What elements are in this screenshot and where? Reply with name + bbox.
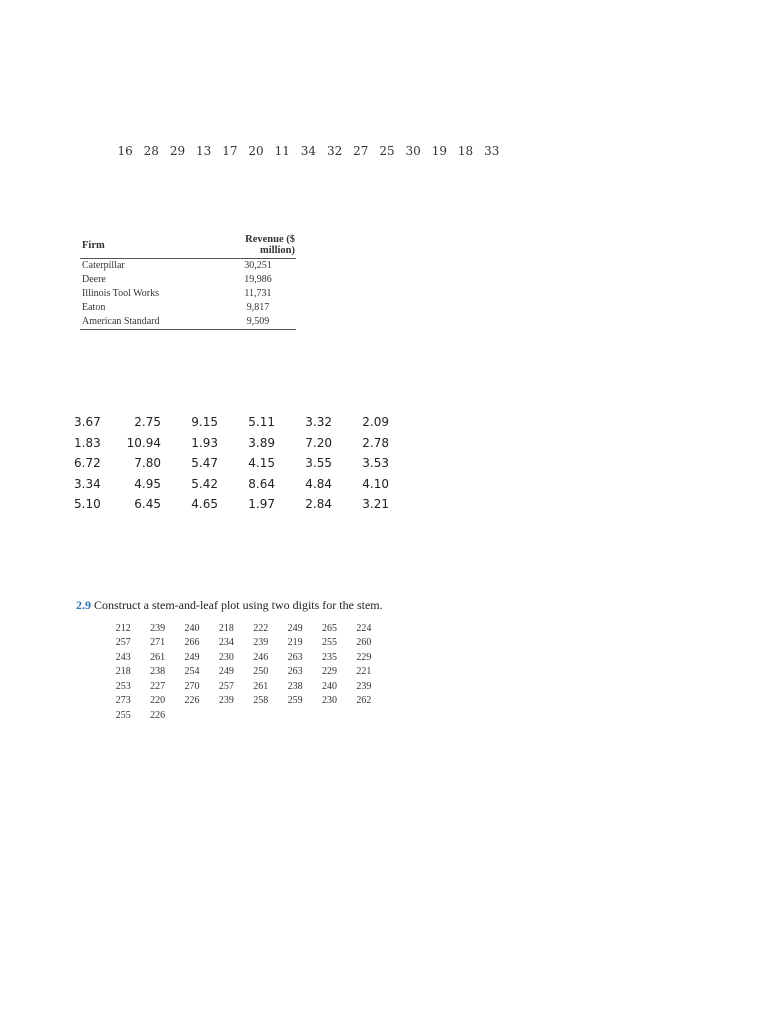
data-row — [72, 474, 389, 495]
data-cell: 255 — [115, 709, 131, 721]
data-row — [72, 433, 389, 454]
data-cell: 259 — [287, 695, 303, 707]
data-cell: 258 — [253, 695, 269, 707]
data-cell: 3.55 — [305, 456, 332, 471]
data-cell: 3.67 — [74, 415, 101, 430]
revenue-value: 9,817 — [246, 302, 270, 313]
data-cell: 261 — [150, 651, 166, 663]
table-row — [80, 259, 296, 274]
data-cell: 263 — [287, 651, 303, 663]
firm-name: Eaton — [82, 302, 106, 313]
number-value: 33 — [484, 144, 500, 158]
column-header-firm: Firm — [80, 232, 220, 259]
data-cell: 1.83 — [74, 435, 101, 450]
data-cell: 238 — [150, 666, 166, 678]
table-row — [80, 287, 296, 301]
data-cell: 240 — [184, 622, 200, 634]
data-cell: 3.21 — [362, 497, 389, 512]
revenue-value: 19,986 — [244, 274, 272, 285]
data-cell: 4.95 — [134, 476, 161, 491]
decimal-data-grid — [72, 412, 389, 515]
number-value: 32 — [326, 144, 343, 158]
data-cell: 240 — [322, 680, 338, 692]
data-row — [106, 694, 381, 709]
data-row — [106, 708, 381, 723]
revenue-value: 30,251 — [244, 260, 272, 271]
data-row — [106, 650, 381, 665]
data-cell: 3.89 — [248, 435, 275, 450]
data-row — [106, 679, 381, 694]
data-row — [72, 453, 389, 474]
data-cell: 246 — [253, 651, 269, 663]
data-cell: 239 — [218, 695, 234, 707]
revenue-value: 11,731 — [244, 288, 272, 299]
data-cell: 257 — [218, 680, 234, 692]
data-row — [72, 412, 389, 433]
data-cell: 5.42 — [191, 476, 218, 491]
table-row — [80, 315, 296, 330]
data-cell: 5.10 — [74, 497, 101, 512]
number-value: 16 — [117, 144, 133, 158]
data-cell: 3.53 — [362, 456, 389, 471]
number-value: 19 — [431, 144, 447, 158]
firm-name: Caterpillar — [82, 260, 125, 271]
data-cell: 1.97 — [248, 497, 275, 512]
data-cell: 9.15 — [191, 415, 218, 430]
data-cell: 270 — [184, 680, 200, 692]
data-cell: 2.84 — [305, 497, 332, 512]
data-cell: 229 — [356, 651, 372, 663]
data-cell: 230 — [322, 695, 338, 707]
number-value: 27 — [353, 144, 369, 158]
data-cell: 239 — [150, 622, 166, 634]
stem-leaf-data-grid — [106, 621, 381, 723]
data-cell: 239 — [356, 680, 372, 692]
data-cell: 249 — [287, 622, 303, 634]
number-value: 11 — [274, 144, 290, 158]
data-cell: 260 — [356, 637, 372, 649]
data-cell: 4.10 — [362, 476, 389, 491]
data-cell: 249 — [218, 666, 234, 678]
data-cell: 212 — [115, 622, 131, 634]
number-value: 17 — [222, 144, 238, 158]
data-cell: 221 — [356, 666, 372, 678]
number-value: 13 — [196, 144, 212, 158]
data-cell: 8.64 — [248, 476, 275, 491]
number-value: 30 — [405, 144, 421, 158]
data-cell: 255 — [322, 637, 338, 649]
data-cell: 226 — [150, 709, 166, 721]
data-cell: 2.75 — [134, 415, 161, 430]
data-row — [106, 636, 381, 651]
data-cell: 3.34 — [74, 476, 101, 491]
data-cell: 229 — [322, 666, 338, 678]
number-value: 25 — [379, 144, 395, 158]
number-value: 28 — [143, 144, 159, 158]
data-cell: 243 — [115, 651, 131, 663]
data-cell: 250 — [253, 666, 269, 678]
data-cell: 265 — [322, 622, 338, 634]
data-cell: 271 — [150, 637, 166, 649]
data-cell: 261 — [253, 680, 269, 692]
problem-statement — [76, 598, 383, 613]
data-row — [106, 665, 381, 680]
data-cell: 219 — [287, 637, 303, 649]
data-cell: 238 — [287, 680, 303, 692]
firm-name: Deere — [82, 274, 106, 285]
data-cell: 7.20 — [305, 435, 332, 450]
column-header-revenue: Revenue ($ million) — [220, 232, 296, 259]
data-cell: 218 — [218, 622, 234, 634]
data-cell: 6.72 — [74, 456, 101, 471]
data-cell: 257 — [115, 637, 131, 649]
problem-number: 2.9 — [76, 598, 91, 612]
data-cell: 5.47 — [191, 456, 218, 471]
data-cell: 5.11 — [248, 415, 275, 430]
data-cell: 239 — [253, 637, 269, 649]
data-row — [106, 621, 381, 636]
data-cell: 10.94 — [126, 435, 161, 450]
data-cell: 226 — [184, 695, 200, 707]
data-cell: 263 — [287, 666, 303, 678]
data-cell: 4.15 — [248, 456, 275, 471]
data-cell: 6.45 — [134, 497, 161, 512]
table-row — [80, 301, 296, 315]
number-value: 18 — [457, 144, 474, 158]
number-value: 34 — [300, 144, 317, 158]
data-cell: 4.65 — [191, 497, 218, 512]
firm-name: American Standard — [80, 315, 220, 330]
data-cell: 249 — [184, 651, 200, 663]
number-value: 20 — [248, 144, 264, 158]
data-row — [72, 494, 389, 515]
data-cell: 273 — [115, 695, 131, 707]
data-cell: 7.80 — [134, 456, 161, 471]
data-cell: 222 — [253, 622, 269, 634]
firm-revenue-table — [80, 232, 296, 330]
data-cell: 3.32 — [305, 415, 332, 430]
data-cell: 262 — [356, 695, 372, 707]
data-cell: 2.09 — [362, 415, 389, 430]
data-cell: 254 — [184, 666, 200, 678]
data-cell: 253 — [115, 680, 131, 692]
number-value: 29 — [169, 144, 186, 158]
data-cell: 224 — [356, 622, 372, 634]
numbers-row — [112, 144, 505, 158]
data-cell: 220 — [150, 695, 166, 707]
data-cell: 1.93 — [191, 435, 218, 450]
revenue-value: 9,509 — [220, 315, 296, 330]
data-cell: 2.78 — [362, 435, 389, 450]
problem-text: Construct a stem-and-leaf plot using two digits for the stem. — [94, 598, 383, 612]
data-cell: 218 — [115, 666, 131, 678]
data-cell: 230 — [218, 651, 234, 663]
firm-name: Illinois Tool Works — [82, 288, 160, 299]
data-cell: 4.84 — [305, 476, 332, 491]
data-cell: 227 — [150, 680, 166, 692]
table-row — [80, 273, 296, 287]
data-cell: 266 — [184, 637, 200, 649]
data-cell: 235 — [322, 651, 338, 663]
data-cell: 234 — [218, 637, 234, 649]
